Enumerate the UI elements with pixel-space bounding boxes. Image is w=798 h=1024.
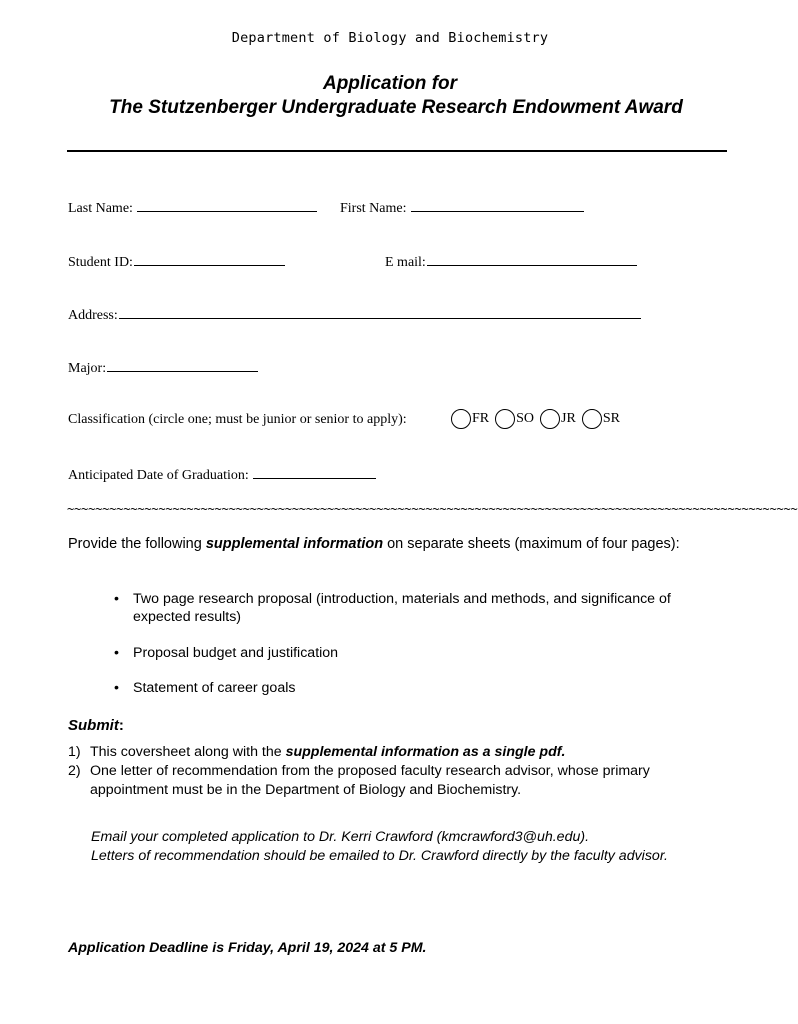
list-item (114, 644, 714, 662)
classification-options[interactable] (451, 409, 626, 429)
supplemental-intro-emphasis: supplemental information (205, 536, 384, 552)
supplemental-intro-after: on separate sheets (maximum of four pages): (383, 536, 680, 552)
major-blank[interactable] (107, 359, 258, 372)
supplemental-intro (68, 536, 680, 552)
list-item-text: Proposal budget and justification (133, 645, 339, 661)
supplemental-intro-before: Provide the following (68, 536, 206, 552)
major-label: Major: (68, 361, 107, 376)
address-label: Address: (68, 308, 118, 323)
form-title-line2: The Stutzenberger Undergraduate Research Endowment Award (109, 97, 683, 118)
first-name-label: First Name: (340, 201, 407, 216)
submit-heading-colon: : (118, 717, 124, 734)
email-label: E mail: (385, 255, 426, 270)
application-deadline: Application Deadline is Friday, April 19, 2024 at 5 PM. (68, 940, 427, 956)
submit-item-text: One letter of recommendation from the proposed faculty research advisor, whose primary appointment must be in the Department of Biology and Biochemistry. (90, 763, 650, 798)
classification-radio-so[interactable] (495, 409, 515, 429)
graduation-date-label: Anticipated Date of Graduation: (68, 468, 249, 483)
email-instruction: Email your completed application to Dr. Kerri Crawford (kmcrawford3@uh.edu). (91, 829, 590, 845)
submit-item-text: This coversheet along with the (90, 744, 286, 760)
list-item (114, 590, 714, 626)
submit-heading (68, 717, 124, 734)
submit-item-2 (68, 762, 708, 800)
bullet-icon: • (114, 591, 119, 607)
student-id-blank[interactable] (134, 253, 285, 266)
address-blank[interactable] (119, 306, 641, 319)
first-name-field[interactable] (340, 199, 584, 217)
letters-instruction: Letters of recommendation should be emailed to Dr. Crawford directly by the faculty advisor. (91, 848, 668, 864)
classification-radio-jr[interactable] (540, 409, 560, 429)
address-field[interactable] (68, 306, 641, 324)
form-title-line1: Application for (322, 73, 458, 94)
bullet-icon: • (114, 680, 119, 696)
classification-option-fr: FR (472, 411, 490, 426)
bullet-icon: • (114, 645, 119, 661)
classification-radio-sr[interactable] (582, 409, 602, 429)
tilde-separator: ~~~~~~~~~~~~~~~~~~~~~~~~~~~~~~~~~~~~~~~~~~~~~~~~~~~~~~~~~~~~~~~~~~~~~~~~~~~~~~~~~~~~~~~~~~~~~~~~~~~~~~~~ (67, 502, 798, 516)
list-item-text: Statement of career goals (133, 680, 296, 696)
last-name-field[interactable] (68, 199, 317, 217)
list-item-text: Two page research proposal (introduction, materials and methods, and significance of expected results) (133, 591, 671, 625)
submit-item-1 (68, 743, 708, 762)
classification-label: Classification (circle one; must be junior or senior to apply): (68, 412, 407, 427)
graduation-date-field[interactable] (68, 466, 376, 484)
submit-item-number: 2) (68, 763, 81, 779)
header-divider (67, 150, 727, 152)
student-id-field[interactable] (68, 253, 285, 271)
email-blank[interactable] (427, 253, 637, 266)
major-field[interactable] (68, 359, 258, 377)
list-item (114, 679, 714, 697)
last-name-label: Last Name: (68, 201, 133, 216)
student-id-label: Student ID: (68, 255, 133, 270)
first-name-blank[interactable] (411, 199, 584, 212)
classification-radio-fr[interactable] (451, 409, 471, 429)
classification-option-sr: SR (602, 411, 620, 426)
submit-heading-text: Submit (68, 717, 119, 734)
email-field[interactable] (385, 253, 637, 271)
last-name-blank[interactable] (137, 199, 317, 212)
submit-item-emphasis: supplemental information as a single pdf. (285, 744, 566, 760)
classification-option-jr: JR (561, 411, 576, 426)
graduation-date-blank[interactable] (253, 466, 376, 479)
submit-item-number: 1) (68, 744, 81, 760)
classification-option-so: SO (516, 411, 535, 426)
department-name: Department of Biology and Biochemistry (231, 30, 549, 46)
